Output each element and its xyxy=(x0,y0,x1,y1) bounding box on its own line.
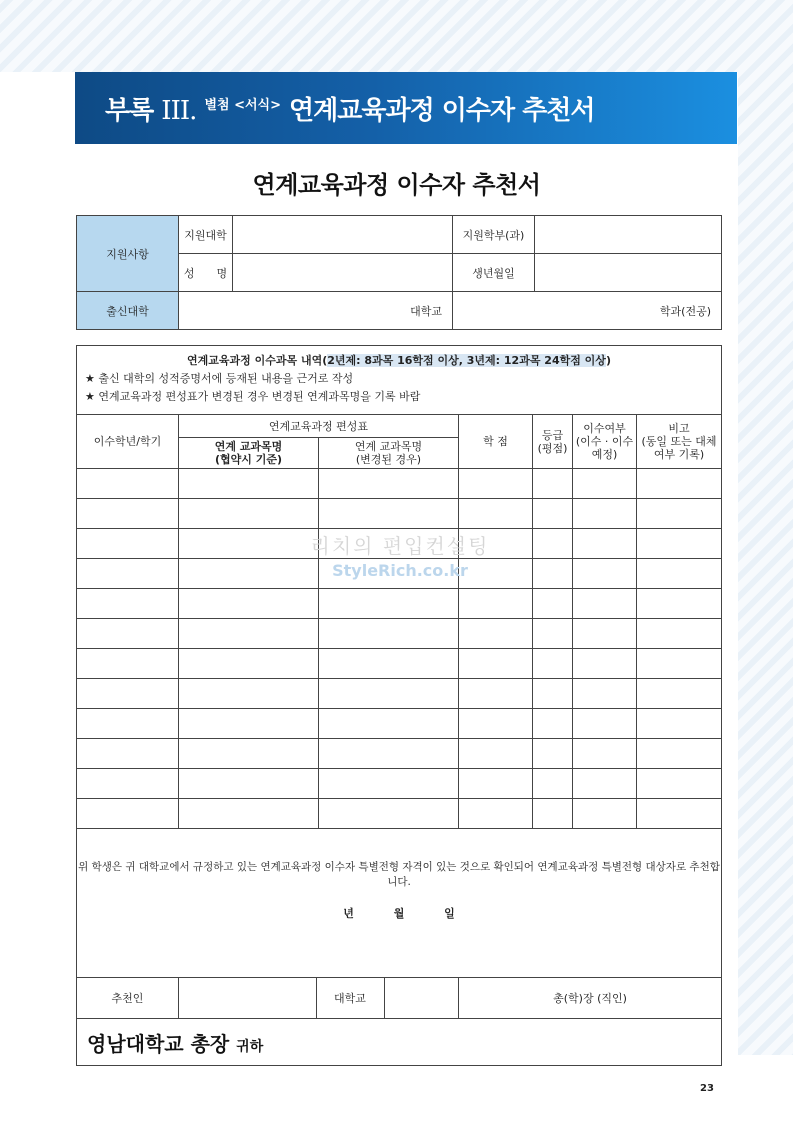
watermark-line2: StyleRich.co.kr xyxy=(332,561,468,580)
table-cell[interactable] xyxy=(573,499,637,529)
table-cell[interactable] xyxy=(459,529,533,559)
table-row xyxy=(77,499,722,529)
col-year-term: 이수학년/학기 xyxy=(77,415,179,469)
table-row xyxy=(77,559,722,589)
table-cell[interactable] xyxy=(637,769,722,799)
table-cell[interactable] xyxy=(459,769,533,799)
col-grade xyxy=(533,415,573,469)
table-cell[interactable] xyxy=(637,709,722,739)
notes-cell xyxy=(77,346,722,415)
col-curriculum: 연계교육과정 편성표 xyxy=(179,415,459,438)
table-cell[interactable] xyxy=(77,469,179,499)
table-cell[interactable] xyxy=(319,739,459,769)
signature-inner xyxy=(179,978,458,1018)
table-cell[interactable] xyxy=(573,559,637,589)
table-row xyxy=(77,589,722,619)
col-grade-line1: 등급 xyxy=(541,428,564,442)
table-cell[interactable] xyxy=(459,589,533,619)
label-dept: 지원학부(과) xyxy=(453,216,535,254)
table-row xyxy=(77,469,722,499)
col-subject-changed-line1: 연계 교과목명 xyxy=(354,440,423,453)
table-row xyxy=(77,769,722,799)
field-origin-univ[interactable]: 대학교 xyxy=(179,292,453,330)
table-cell[interactable] xyxy=(179,589,319,619)
table-cell[interactable] xyxy=(637,679,722,709)
appendix-banner xyxy=(75,72,737,144)
table-row xyxy=(77,709,722,739)
table-cell[interactable] xyxy=(533,619,573,649)
label-birth: 생년월일 xyxy=(453,254,535,292)
table-cell[interactable] xyxy=(637,529,722,559)
table-cell[interactable] xyxy=(319,619,459,649)
table-cell[interactable] xyxy=(637,799,722,829)
table-cell[interactable] xyxy=(77,649,179,679)
table-cell[interactable] xyxy=(459,649,533,679)
table-cell[interactable] xyxy=(533,529,573,559)
table-cell[interactable] xyxy=(179,769,319,799)
field-name[interactable] xyxy=(233,254,453,292)
table-cell[interactable] xyxy=(319,649,459,679)
field-origin-dept[interactable]: 학과(전공) xyxy=(453,292,722,330)
table-cell[interactable] xyxy=(637,649,722,679)
table-cell[interactable] xyxy=(573,649,637,679)
table-cell[interactable] xyxy=(573,619,637,649)
table-cell[interactable] xyxy=(573,679,637,709)
col-remarks-line1: 비고 xyxy=(668,422,690,435)
applicant-table xyxy=(76,215,722,330)
table-cell[interactable] xyxy=(77,769,179,799)
field-recommender[interactable] xyxy=(179,978,316,1018)
table-row xyxy=(77,679,722,709)
table-cell[interactable] xyxy=(179,709,319,739)
addressee-suffix: 귀하 xyxy=(236,1038,264,1055)
table-cell[interactable] xyxy=(573,769,637,799)
col-remarks-line2: (동일 또는 대체 xyxy=(641,435,717,448)
table-cell[interactable] xyxy=(573,709,637,739)
table-cell[interactable] xyxy=(319,769,459,799)
table-cell[interactable] xyxy=(533,499,573,529)
col-subject-changed-line2: (변경된 경우) xyxy=(355,453,422,466)
note-2: ★ 연계교육과정 편성표가 변경된 경우 변경된 연계과목명을 기록 바람 xyxy=(85,390,421,403)
recommendation-text: 위 학생은 귀 대학교에서 규정하고 있는 연계교육과정 이수자 특별전형 자격이 있는 것으로 확인되어 연계교육과정 특별전형 대상자로 추천합니다. xyxy=(78,861,720,888)
notes-heading-text: 연계교육과정 이수과목 내역( xyxy=(187,354,328,367)
document-title: 연계교육과정 이수자 추천서 xyxy=(252,171,541,199)
notes-heading-highlight: 2년제: 8과목 16학점 이상, 3년제: 12과목 24학점 이상 xyxy=(327,354,606,367)
table-cell[interactable] xyxy=(637,469,722,499)
table-row xyxy=(77,649,722,679)
field-university[interactable] xyxy=(384,978,458,1018)
label-university: 대학교 xyxy=(316,978,384,1018)
banner-main-title: 연계교육과정 이수자 추천서 xyxy=(289,96,595,126)
table-cell[interactable] xyxy=(319,499,459,529)
table-cell[interactable] xyxy=(319,469,459,499)
banner-roman: III. xyxy=(161,96,197,126)
recommendation-date: 년 월 일 xyxy=(343,907,455,920)
table-cell[interactable] xyxy=(573,589,637,619)
table-cell[interactable] xyxy=(77,589,179,619)
table-cell[interactable] xyxy=(77,499,179,529)
table-cell[interactable] xyxy=(533,739,573,769)
table-cell[interactable] xyxy=(573,529,637,559)
table-cell[interactable] xyxy=(459,679,533,709)
table-cell[interactable] xyxy=(533,769,573,799)
table-cell[interactable] xyxy=(459,499,533,529)
table-cell[interactable] xyxy=(459,559,533,589)
table-cell[interactable] xyxy=(179,799,319,829)
table-cell[interactable] xyxy=(77,799,179,829)
table-cell[interactable] xyxy=(179,559,319,589)
table-cell[interactable] xyxy=(179,469,319,499)
table-cell[interactable] xyxy=(459,799,533,829)
table-cell[interactable] xyxy=(637,559,722,589)
notes-heading xyxy=(85,352,713,370)
col-status-line1: 이수여부 xyxy=(583,422,626,435)
table-cell[interactable] xyxy=(77,739,179,769)
table-cell[interactable] xyxy=(459,469,533,499)
label-president: 총(학)장 (직인) xyxy=(459,978,722,1019)
table-cell[interactable] xyxy=(637,499,722,529)
col-remarks-line3: 여부 기록) xyxy=(653,448,705,461)
field-univ[interactable] xyxy=(233,216,453,254)
table-cell[interactable] xyxy=(573,739,637,769)
course-table xyxy=(76,345,722,1066)
table-cell[interactable] xyxy=(319,799,459,829)
table-cell[interactable] xyxy=(533,559,573,589)
field-birth[interactable] xyxy=(535,254,722,292)
field-dept[interactable] xyxy=(535,216,722,254)
table-row xyxy=(77,799,722,829)
notes-heading-close: ) xyxy=(605,354,611,367)
col-credits: 학 점 xyxy=(459,415,533,469)
table-cell[interactable] xyxy=(573,799,637,829)
table-cell[interactable] xyxy=(637,619,722,649)
table-cell[interactable] xyxy=(77,709,179,739)
table-cell[interactable] xyxy=(77,679,179,709)
section-label-origin: 출신대학 xyxy=(77,292,179,330)
table-cell[interactable] xyxy=(319,589,459,619)
table-cell[interactable] xyxy=(533,469,573,499)
label-name: 성 명 xyxy=(179,254,233,292)
table-cell[interactable] xyxy=(179,619,319,649)
table-cell[interactable] xyxy=(533,589,573,619)
watermark-line1: 리치의 편입컨설팅 xyxy=(310,534,490,558)
table-cell[interactable] xyxy=(573,469,637,499)
table-cell[interactable] xyxy=(533,799,573,829)
table-cell[interactable] xyxy=(77,619,179,649)
table-cell[interactable] xyxy=(637,739,722,769)
table-cell[interactable] xyxy=(179,499,319,529)
col-subject-agreed xyxy=(179,438,319,469)
col-subject-agreed-line2: (협약시 기준) xyxy=(214,453,282,466)
table-cell[interactable] xyxy=(319,679,459,709)
table-cell[interactable] xyxy=(179,739,319,769)
addressee xyxy=(77,1019,722,1066)
col-status xyxy=(573,415,637,469)
table-cell[interactable] xyxy=(77,559,179,589)
banner-small: 별첨 <서식> xyxy=(204,98,281,113)
page-number: 23 xyxy=(700,1083,714,1094)
section-label-applicant: 지원사항 xyxy=(77,216,179,292)
recommendation-cell xyxy=(77,829,722,978)
table-row xyxy=(77,529,722,559)
table-row xyxy=(77,739,722,769)
table-cell[interactable] xyxy=(319,709,459,739)
table-cell[interactable] xyxy=(319,529,459,559)
col-status-line2: (이수 · 이수 xyxy=(575,435,634,448)
table-cell[interactable] xyxy=(459,619,533,649)
label-univ: 지원대학 xyxy=(179,216,233,254)
col-subject-agreed-line1: 연계 교과목명 xyxy=(214,440,283,453)
note-1: ★ 출신 대학의 성적증명서에 등재된 내용을 근거로 작성 xyxy=(85,372,354,385)
addressee-main: 영남대학교 총장 xyxy=(87,1031,230,1056)
table-cell[interactable] xyxy=(319,559,459,589)
table-cell[interactable] xyxy=(533,679,573,709)
table-cell[interactable] xyxy=(533,709,573,739)
table-cell[interactable] xyxy=(637,589,722,619)
label-recommender: 추천인 xyxy=(77,978,179,1019)
table-cell[interactable] xyxy=(459,709,533,739)
table-cell[interactable] xyxy=(77,529,179,559)
col-status-line3: 예정) xyxy=(591,448,618,461)
col-subject-changed xyxy=(319,438,459,469)
col-grade-line2: (평점) xyxy=(537,441,568,455)
table-cell[interactable] xyxy=(179,649,319,679)
table-cell[interactable] xyxy=(179,529,319,559)
table-row xyxy=(77,619,722,649)
table-cell[interactable] xyxy=(179,679,319,709)
table-cell[interactable] xyxy=(533,649,573,679)
col-remarks xyxy=(637,415,722,469)
banner-title xyxy=(105,90,595,127)
table-cell[interactable] xyxy=(459,739,533,769)
banner-prefix: 부록 xyxy=(105,96,154,126)
signature-block xyxy=(179,978,459,1019)
